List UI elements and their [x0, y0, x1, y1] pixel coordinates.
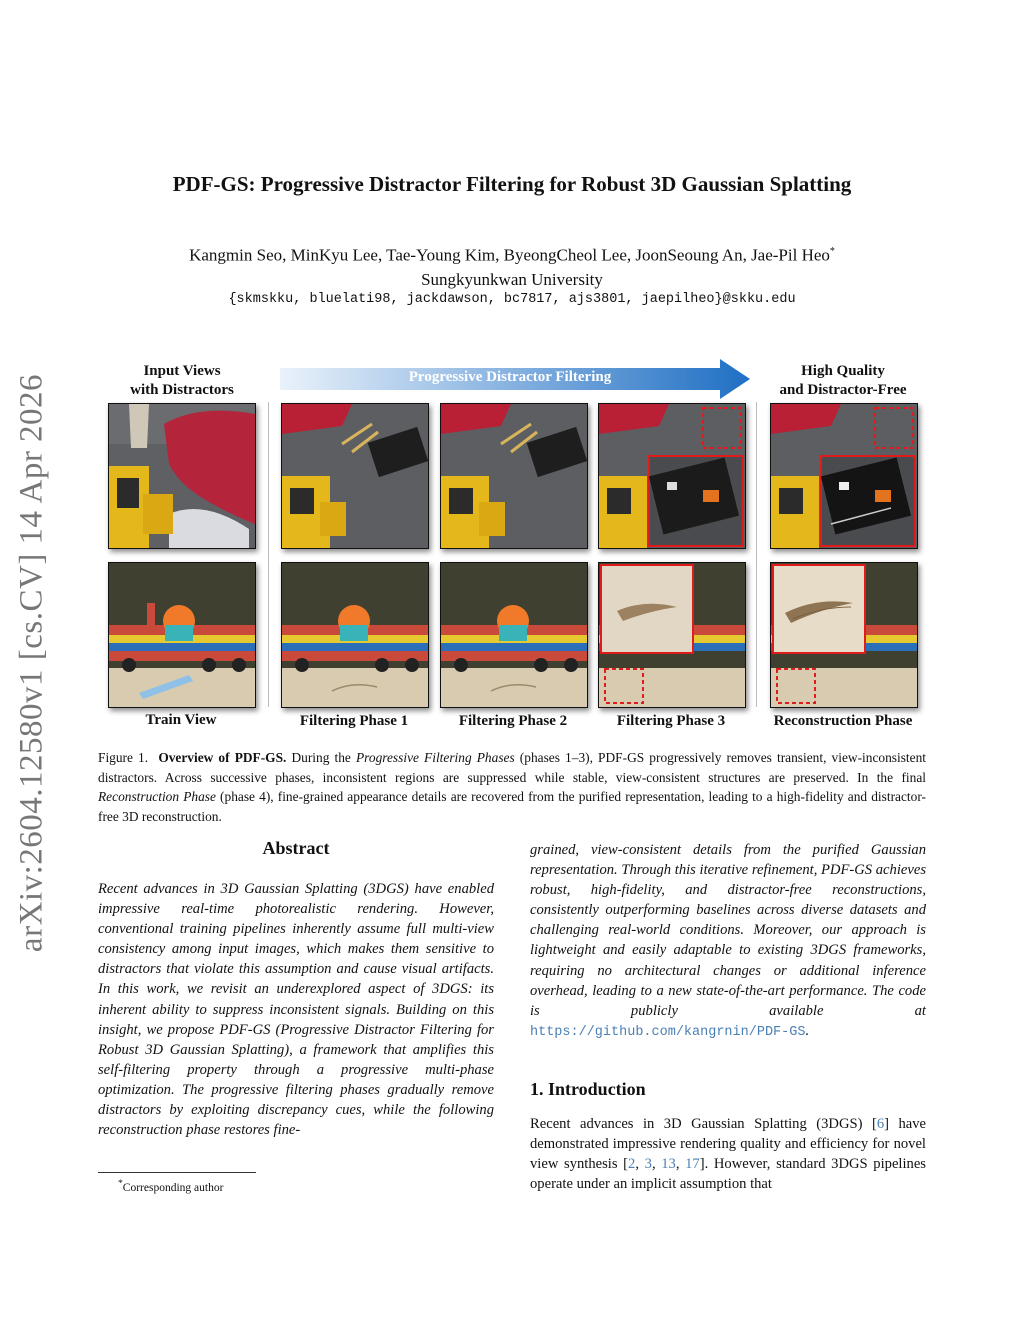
caption-text-2: (phases 1–3), PDF-GS progressively removes transient, view-inconsistent distractors. Across successive phases, inconsistent regions are suppressed while stable, view-consistent structures are preserved. In the final [98, 750, 926, 785]
figure-left-header [108, 362, 256, 400]
author-emails: {skmskku, bluelati98, jackdawson, bc7817, ajs3801, jaepilheo}@skku.edu [228, 292, 796, 307]
phase3-robot [598, 403, 746, 549]
abstract-body: Recent advances in 3D Gaussian Splatting (3DGS) have enabled impressive real-time photorealistic rendering. However, conventional training pipelines inherently assume full multi-view consistency among input images, which makes them sensitive to distractors that violate this assumption and cause visual artifacts. In this work, we revisit an underexplored aspect of 3DGS: its inherent ability to suppress inconsistent signals. Building on this insight, we propose PDF-GS (Progressive Distractor Filtering for Robust 3D Gaussian Splatting), a framework that amplifies this self-filtering property through a progressive multi-phase optimization. The progressive filtering phases gradually remove distractors by exploiting discrepancy cues, while the following reconstruction phase restores fine- [98, 881, 494, 1139]
input-view-robot [108, 403, 256, 549]
footnote [118, 1178, 223, 1194]
affiliation: Sungkyunkwan University [421, 269, 603, 289]
right-header-line-2: and Distractor-Free [779, 382, 907, 398]
citation-sep: , [675, 1156, 686, 1173]
citation-link[interactable]: 6 [876, 1116, 885, 1132]
arxiv-id: arXiv:2604.12580v1 [cs.CV] 14 Apr 2026 [13, 373, 50, 953]
abstract-continued [530, 840, 926, 1043]
intro-text-2: ] have demonstrated impressive rendering quality and efficiency for novel view synthesis [ [530, 1116, 926, 1173]
author-list: Kangmin Seo, MinKyu Lee, Tae-Young Kim, ByeongCheol Lee, JoonSeoung An, Jae-Pil Heo [189, 245, 830, 265]
footnote-text: Corresponding author [122, 1181, 224, 1194]
code-link[interactable]: https://github.com/kangrnin/PDF-GS [530, 1024, 806, 1040]
reconstruction-train [770, 562, 918, 708]
col-label-train-view: Train View [145, 712, 217, 728]
caption-italic-2: Reconstruction Phase [98, 789, 216, 804]
paper-title: PDF-GS: Progressive Distractor Filtering for Robust 3D Gaussian Splatting [172, 172, 852, 196]
phase2-train [440, 562, 588, 708]
abstract-heading: Abstract [262, 838, 330, 858]
caption-italic-1: Progressive Filtering Phases [355, 750, 515, 765]
col-label-phase3: Filtering Phase 3 [616, 713, 726, 729]
left-header-line-2: with Distractors [130, 382, 234, 398]
col-label-phase1: Filtering Phase 1 [299, 713, 409, 729]
abstract-continued-text: grained, view-consistent details from the purified Gaussian representation. Through this iterative refinement, PDF-GS achieves robust, high-fidelity, and distractor-free reconstructions, consistently outperforming baselines across diverse datasets and challenging real-world conditions. Moreover, our approach is lightweight and easily adaptable to existing 3DGS frameworks, requiring no architectural changes or additional inference overhead, leading to a new state-of-the-art performance. The code is publicly available at [530, 842, 926, 1019]
citation-link[interactable]: 13 [661, 1156, 676, 1173]
citation-link[interactable]: 17 [685, 1156, 700, 1173]
reconstruction-robot [770, 403, 918, 549]
figure-divider-left [268, 402, 269, 707]
caption-bold: Overview of PDF-GS. [158, 750, 287, 765]
caption-text-3: (phase 4), fine-grained appearance details are recovered from the purified representation, leading to a high-fidelity and distractor-free 3D reconstruction. [98, 789, 926, 824]
author-mark: * [829, 246, 835, 257]
citation-sep: , [651, 1156, 662, 1173]
author-block [0, 240, 1024, 292]
intro-text-3: ]. However, standard 3DGS pipelines operate under an implicit assumption that [530, 1156, 926, 1193]
col-label-phase2: Filtering Phase 2 [458, 713, 568, 729]
footnote-rule [98, 1172, 256, 1173]
abstract-end: . [805, 1022, 810, 1039]
phase1-robot [281, 403, 429, 549]
arrow-label: Progressive Distractor Filtering [408, 369, 612, 385]
right-header-line-1: High Quality [801, 363, 885, 379]
footnote-mark: * [118, 1178, 123, 1189]
caption-prefix: Figure 1. [98, 750, 149, 765]
arxiv-sidebar [12, 368, 52, 958]
figure-caption [98, 748, 926, 826]
citation-sep: , [635, 1156, 645, 1173]
intro-text-1: Recent advances in 3D Gaussian Splatting (3DGS) [ [530, 1116, 877, 1132]
left-header-line-1: Input Views [143, 363, 221, 379]
citation-link[interactable]: 2 [628, 1156, 636, 1173]
phase3-train [598, 562, 746, 708]
input-view-train [108, 562, 256, 708]
col-label-reconstruction: Reconstruction Phase [773, 713, 913, 729]
caption-text-1: During the [286, 750, 356, 765]
phase1-train [281, 562, 429, 708]
figure-right-header [768, 362, 918, 400]
figure-divider-right [756, 402, 757, 707]
citation-link[interactable]: 3 [644, 1156, 652, 1173]
phase2-robot [440, 403, 588, 549]
intro-body [530, 1114, 926, 1194]
intro-heading: 1. Introduction [530, 1079, 646, 1099]
